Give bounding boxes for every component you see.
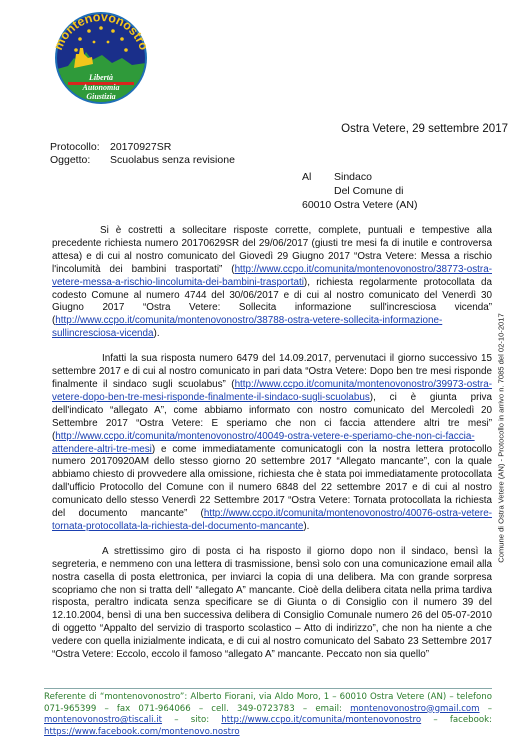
p2-link-3[interactable]: http://www.ccpo.it/comunita/montenovonostro/40076-ostra-vetere-tornata-protocollata-la-richiesta-del-documento-mancante	[52, 508, 492, 532]
subject-label: Oggetto:	[50, 154, 91, 166]
footer-text-2: – sito:	[162, 715, 222, 726]
footer-facebook-link[interactable]: https://www.facebook.com/montenovo.nostro	[44, 726, 240, 737]
p2-link-1[interactable]: http://www.ccpo.it/comunita/montenovonostro/39973-ostra-vetere-dopo-ben-tre-mesi-risponde-finalmente-il-sindaco-sugli-scuolabus	[52, 378, 492, 403]
recipient-cap: 60010	[302, 199, 332, 211]
p1-text-3: ).	[153, 328, 160, 340]
letter-meta	[50, 141, 235, 167]
paragraph-2	[52, 353, 492, 534]
recipient-al: Al	[302, 171, 312, 183]
protocol-value: 20170927SR	[110, 141, 172, 153]
footer-text-3: – facebook:	[421, 715, 492, 726]
logo-line-3: Giustizia	[86, 92, 116, 101]
p2-text-2: ), ci è giunta priva dell'indicato “allegato A”, come abbiamo informato con nostro comunicato del Mercoledì 20 Settembre 2017 “Ostra Vetere: E speriamo che non ci faccia attendere altri tre mesi” (	[52, 391, 492, 442]
party-logo	[46, 8, 156, 106]
recipient-line-1: Sindaco	[334, 171, 372, 183]
recipient-block	[302, 170, 417, 212]
p1-link-2[interactable]: http://www.ccpo.it/comunita/montenovonostro/38788-ostra-vetere-sollecita-informazione-sullincresciosa-vicenda	[52, 315, 443, 340]
protocol-label: Protocollo:	[50, 141, 100, 153]
p2-text-3: ) e come immediatamente comunicatogli con la nostra lettera protocollo numero 20170920AM dello stesso giorno 20 settembre 2017 “Allegato mancante”, con la quale abbiamo chiesto di provvedere alla omissione, richiesta che è stata poi immediatamente protocollata dall'ufficio Protocollo del Comune con il numero 6848 del 22 settembre 2017 e di cui al nostro comunicato dello stesso Venerdì 22 Settembre 2017 “Ostra Vetere: Tornata protocollata la richiesta del documento mancante” (	[52, 443, 492, 520]
logo-line-1: Libertà	[89, 73, 113, 82]
protocol-stamp	[495, 228, 507, 648]
paragraph-1	[52, 225, 492, 341]
letter-date: Ostra Vetere, 29 settembre 2017	[341, 123, 508, 135]
recipient-line-2: Del Comune di	[334, 185, 404, 197]
logo-line-2: Autonomia	[82, 83, 120, 92]
protocol-stamp-text: Comune di Ostra Vetere (AN) - Protocollo in arrivo n. 7085 del 02-10-2017	[496, 313, 506, 563]
footer-email-tiscali[interactable]: montenovonostro@tiscali.it	[44, 715, 163, 726]
p2-link-2[interactable]: http://www.ccpo.it/comunita/montenovonostro/40049-ostra-vetere-e-speriamo-che-non-ci-faccia-attendere-altri-tre-mesi	[52, 430, 475, 455]
p1-text-2: ), richiesta regolarmente protocollata da codesto Comune al numero 4744 del 30/06/2017 e di cui al nostro comunicato del Venerdì 30 Giugno 2017 “Ostra Vetere: Sollecita informazione sull'incresciosa vicenda” (	[52, 276, 492, 327]
letter-body	[52, 225, 492, 674]
p2-text-4: ).	[303, 520, 310, 532]
subject-value: Scuolabus senza revisione	[110, 154, 235, 166]
p1-link-1[interactable]: http://www.ccpo.it/comunita/montenovonostro/38773-ostra-vetere-messa-a-rischio-lincolumita-dei-bambini-trasportati	[52, 263, 492, 288]
p2-text-1: Infatti la sua risposta numero 6479 del 14.09.2017, pervenutaci il giorno successivo 15 settembre 2017 e di cui al nostro comunicato in pari data “Ostra Vetere: Dopo ben tre mesi risponde finalmente il sindaco sugli scuolabus” (	[52, 353, 492, 390]
footer-sep: –	[479, 703, 492, 714]
paragraph-3: A strettissimo giro di posta ci ha risposto il giorno dopo non il sindaco, bensì la segreteria, e nemmeno con una lettera di trasmissione, bensì solo con una comunicazione email alla nostra casella di posta elettronica, per inviarci la copia di una delibera. Ma con grande sorpresa scopriamo che non si tratta dell' “allegato A” mancante. Cioè della delibera citata nella prima tardiva risposta, peraltro indicata senza specificare se di Giunta o di Consiglio con il numero 39 del 12.10.2004, bensì di una ben successiva delibera di Consiglio Comunale numero 26 del 05-07-2010 di oggetto “Appalto del servizio di trasporto scolastico – Atto di indirizzo”, che non ha niente a che vedere con quella inizialmente indicata, e di cui al nostro comunicato del Sabato 23 Settembre 2017 “Ostra Vetere: Eccolo, eccolo il famoso “allegato A” mancante. Peccato non sia quello”	[52, 545, 492, 661]
letter-footer	[44, 692, 492, 738]
logo-arc-text: montenovonostro	[51, 9, 151, 53]
p1-text-1: Si è costretti a sollecitare risposte corrette, complete, puntuali e tempestive alla precedente richiesta numero 20170629SR del 29/06/2017 (giusti tre mesi fa di inutile e controversa attesa) e di cui al nostro comunicato del Giovedì 29 Giugno 2017 “Ostra Vetere: Messa a rischio l'incolumità dei bambini trasportati” (	[52, 225, 492, 275]
footer-site-link[interactable]: http://www.ccpo.it/comunita/montenovonostro	[221, 715, 422, 726]
footer-text-1: Referente di “montenovonostro”: Alberto Fiorani, via Aldo Moro, 1 – 60010 Ostra Vetere (AN) – telefono 071-965399 – fax 071-964066 – cell. 349-0723783 – email:	[44, 692, 492, 714]
recipient-line-3: Ostra Vetere (AN)	[334, 199, 418, 211]
footer-email-gmail[interactable]: montenovonostro@gmail.com	[350, 703, 480, 714]
footer-rule	[44, 688, 492, 689]
